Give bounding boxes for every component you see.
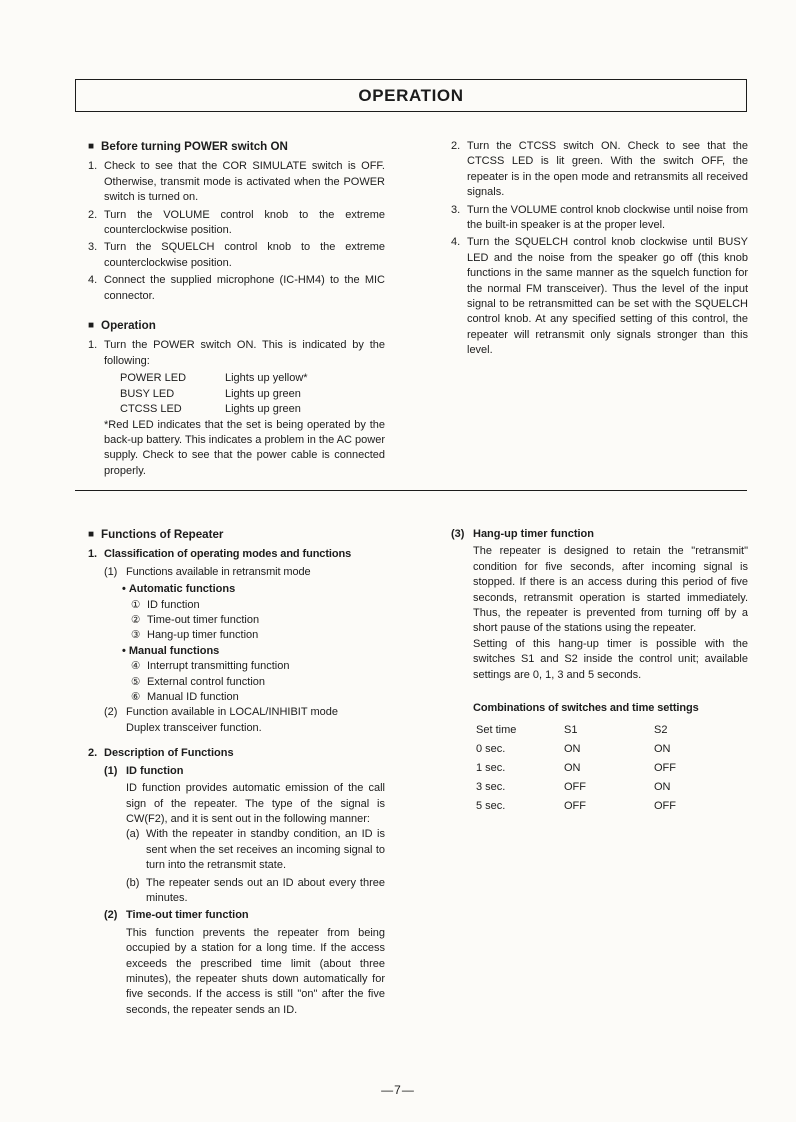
list-item	[131, 613, 385, 628]
item-text-line: Duplex transceiver function.	[126, 721, 262, 734]
classification-body	[104, 565, 385, 736]
page-title: OPERATION	[358, 85, 464, 105]
table-cell: ON	[564, 762, 581, 775]
circled-number-icon: ④	[131, 660, 141, 673]
list-item	[126, 876, 385, 907]
top-right-column	[451, 139, 748, 479]
table-cell: 5 sec.	[476, 800, 506, 813]
item-number: 3.	[88, 241, 98, 254]
list-item	[451, 139, 748, 201]
table-cell: ON	[654, 781, 671, 794]
switch-table-title: Combinations of switches and time settings	[473, 702, 699, 715]
list-item	[88, 273, 385, 304]
item-number: 2.	[88, 208, 98, 221]
led-status-table	[120, 371, 385, 417]
item-text: Turn the VOLUME control knob to the extreme counterclockwise position.	[104, 208, 385, 237]
automatic-functions-label	[122, 582, 385, 597]
list-item	[131, 598, 385, 613]
list-item	[104, 705, 385, 736]
switch-settings-table	[476, 721, 748, 816]
led-state: Lights up green	[225, 403, 301, 416]
square-bullet-icon: ■	[88, 141, 95, 152]
item-text: Time-out timer function	[147, 614, 260, 627]
list-item	[88, 208, 385, 239]
item-text: With the repeater in standby condition, an ID is sent when the set receives an incoming signal to turn into the retransmit state.	[146, 828, 385, 872]
circled-number-icon: ⑤	[131, 675, 141, 688]
item-number: (2)	[104, 706, 118, 719]
bottom-right-column	[451, 527, 748, 1018]
section-divider	[75, 490, 747, 491]
page-title-box	[75, 79, 747, 112]
hang-up-body-1: The repeater is designed to retain the "retransmit" condition for five seconds, after incoming signal is stopped. If there is an access during this period of five seconds, retransmit operation is started immediately. Thus, the repeater is prevented from turning off by a short pause of the stations using the repeater.	[473, 545, 748, 635]
table-cell: OFF	[564, 781, 586, 794]
item-text: Hang-up timer function	[473, 528, 594, 540]
item-number: 2.	[88, 747, 98, 760]
led-name: BUSY LED	[120, 387, 175, 400]
list-item	[131, 628, 385, 643]
table-row	[476, 797, 748, 816]
list-item	[451, 203, 748, 234]
list-item	[451, 235, 748, 358]
table-cell: ON	[564, 743, 581, 756]
bottom-section	[88, 527, 748, 1018]
list-item	[88, 159, 385, 205]
time-out-heading	[104, 908, 385, 923]
list-item	[126, 827, 385, 873]
item-text: ID function	[126, 764, 184, 777]
bottom-left-column	[88, 527, 385, 1018]
circled-number-icon: ②	[131, 614, 141, 627]
square-bullet-icon: ■	[88, 320, 95, 332]
led-state: Lights up yellow*	[225, 372, 308, 385]
table-row	[476, 740, 748, 759]
item-number: 1.	[88, 548, 97, 561]
top-left-column	[88, 139, 385, 479]
item-number: (2)	[104, 909, 118, 922]
led-name: POWER LED	[120, 372, 187, 385]
table-cell: OFF	[654, 762, 676, 775]
led-name: CTCSS LED	[120, 403, 182, 416]
hang-up-body-2: Setting of this hang-up timer is possible with the switches S1 and S2 inside the control unit; available settings are 0, 1, 3 and 5 seconds.	[473, 637, 748, 681]
page-number: —7—	[381, 1083, 415, 1097]
bullet-icon: •	[122, 583, 126, 596]
item-text: Turn the CTCSS switch ON. Check to see that the CTCSS LED is lit green. With the switch OFF, the repeater is in the open mode and retransmits all received signals.	[467, 140, 748, 199]
table-cell: 1 sec.	[476, 762, 506, 775]
table-row	[476, 778, 748, 797]
circled-number-icon: ①	[131, 598, 141, 611]
before-power-heading-text: Before turning POWER switch ON	[101, 140, 288, 153]
column-header: S2	[654, 724, 668, 737]
item-text-line: Function available in LOCAL/INHIBIT mode	[126, 706, 338, 719]
functions-heading	[88, 527, 385, 543]
list-item	[88, 240, 385, 271]
item-number: 1.	[88, 339, 98, 352]
item-text: Interrupt transmitting function	[147, 660, 290, 673]
item-number: 2.	[451, 140, 461, 152]
circled-number-icon: ⑥	[131, 691, 141, 704]
led-status-row	[120, 402, 385, 417]
item-number: (1)	[104, 764, 118, 777]
item-text: Manual ID function	[147, 691, 239, 704]
led-status-row	[120, 387, 385, 402]
bullet-icon: •	[122, 644, 126, 657]
table-cell: OFF	[654, 800, 676, 813]
top-section	[88, 139, 748, 479]
item-number: (1)	[104, 565, 118, 578]
description-body	[104, 764, 385, 1019]
hang-up-heading	[451, 527, 748, 542]
id-function-heading	[104, 764, 385, 779]
item-number: 3.	[451, 203, 461, 216]
manual-functions-label	[122, 644, 385, 659]
table-row	[476, 759, 748, 778]
item-text: The repeater sends out an ID about every three minutes.	[146, 876, 385, 904]
item-text: Description of Functions	[104, 747, 234, 760]
time-out-body: This function prevents the repeater from being occupied by a station for a long time. If the access exceeds the prescribed time limit (about three minutes), the repeater shuts down automatically for five seconds. If the access is still "on" after the five seconds, the repeater sends an ID.	[126, 926, 385, 1016]
label-text: Manual functions	[128, 644, 220, 657]
id-function-sublist	[126, 827, 385, 906]
column-header: Set time	[476, 724, 517, 737]
list-item	[131, 659, 385, 674]
led-status-row	[120, 371, 385, 386]
item-number: 1.	[88, 160, 98, 173]
square-bullet-icon: ■	[88, 529, 95, 540]
list-item	[88, 338, 385, 369]
led-state: Lights up green	[225, 387, 301, 400]
list-item	[104, 565, 385, 580]
classification-heading	[88, 547, 385, 562]
item-number: (a)	[126, 828, 140, 841]
item-text	[126, 705, 385, 736]
item-number: 4.	[88, 274, 98, 287]
operation-heading-text: Operation	[101, 319, 156, 333]
item-text: External control function	[147, 675, 266, 688]
list-item	[131, 675, 385, 690]
table-cell: OFF	[564, 800, 586, 813]
item-text: Functions available in retransmit mode	[126, 565, 311, 578]
table-header-row	[476, 721, 748, 740]
item-text: Connect the supplied microphone (IC-HM4) to the MIC connector.	[104, 274, 385, 302]
table-cell: ON	[654, 743, 671, 756]
before-power-heading	[88, 139, 385, 155]
column-header: S1	[564, 724, 578, 737]
item-number: 4.	[451, 236, 461, 249]
item-text: Turn the VOLUME control knob clockwise until noise from the built-in speaker is at the proper level.	[467, 203, 748, 232]
item-text: Classification of operating modes and functions	[104, 548, 352, 561]
operation-heading	[88, 318, 385, 334]
label-text: Automatic functions	[128, 583, 236, 596]
functions-heading-text: Functions of Repeater	[101, 528, 224, 541]
item-number: (b)	[126, 876, 140, 889]
item-text: Hang-up timer function	[147, 629, 259, 642]
list-item	[131, 690, 385, 705]
item-number: (3)	[451, 528, 465, 540]
item-text: Time-out timer function	[126, 909, 249, 922]
table-cell: 3 sec.	[476, 781, 506, 794]
battery-note: *Red LED indicates that the set is being operated by the back-up battery. This indicates a problem in the AC power supply. Check to see that the power cable is connected properly.	[104, 418, 385, 477]
id-function-body: ID function provides automatic emission of the call sign of the repeater. The type of the signal is CW(F2), and it is sent out in the following manner:	[126, 782, 385, 825]
item-text: Turn the POWER switch ON. This is indicated by the following:	[104, 339, 385, 367]
circled-number-icon: ③	[131, 629, 141, 642]
item-text: Check to see that the COR SIMULATE switch is OFF. Otherwise, transmit mode is activated when the POWER switch is turned on.	[104, 160, 385, 204]
item-text: Turn the SQUELCH control knob clockwise until BUSY LED and the noise from the speaker go off (this knob functions in the same manner as the squelch function for the normal FM transceiver). Thus the level of the input signal to be retransmitted can be set with the SQUELCH control knob. At any specified setting of this control, the repeater will retransmit only signals stronger than this level.	[467, 236, 748, 357]
table-cell: 0 sec.	[476, 743, 506, 756]
description-heading	[88, 746, 385, 761]
item-text: Turn the SQUELCH control knob to the extreme counterclockwise position.	[104, 241, 385, 269]
item-text: ID function	[147, 598, 200, 611]
